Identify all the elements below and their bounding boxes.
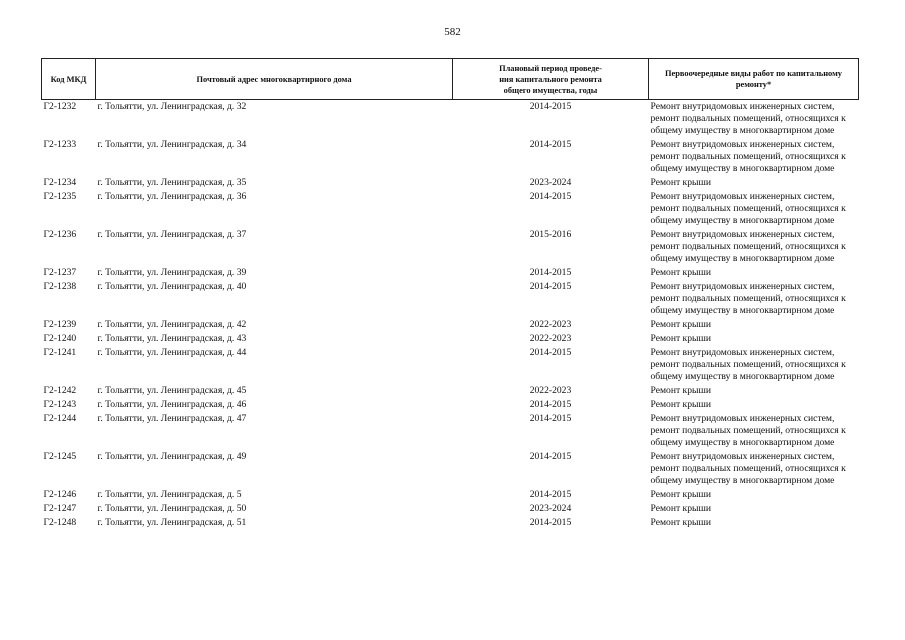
table-row bbox=[42, 384, 859, 398]
mkd-code: Г2-1238 bbox=[43, 281, 77, 292]
table-row bbox=[42, 346, 859, 384]
works-line: общему имуществу в многоквартирном доме bbox=[650, 163, 835, 174]
table-row bbox=[42, 502, 859, 516]
works-line: общему имуществу в многоквартирном доме bbox=[650, 437, 835, 448]
planned-period: 2022-2023 bbox=[529, 333, 572, 344]
table-row bbox=[42, 280, 859, 318]
mkd-code: Г2-1247 bbox=[43, 503, 77, 514]
works-line: Ремонт крыши bbox=[650, 333, 711, 344]
table-row bbox=[42, 100, 859, 139]
priority-works bbox=[649, 228, 859, 266]
header-works bbox=[649, 59, 859, 100]
works-line: Ремонт внутридомовых инженерных систем, bbox=[650, 451, 835, 462]
header-period-line: ния капитального ремонта bbox=[499, 74, 602, 84]
table-row bbox=[42, 228, 859, 266]
table-header bbox=[42, 59, 859, 100]
works-line: общему имуществу в многоквартирном доме bbox=[650, 253, 835, 264]
postal-address: г. Тольятти, ул. Ленинградская, д. 35 bbox=[97, 177, 247, 188]
header-period bbox=[453, 59, 649, 100]
works-line: Ремонт крыши bbox=[650, 503, 711, 514]
works-line: Ремонт крыши bbox=[650, 489, 711, 500]
postal-address: г. Тольятти, ул. Ленинградская, д. 50 bbox=[97, 503, 247, 514]
postal-address: г. Тольятти, ул. Ленинградская, д. 34 bbox=[97, 139, 247, 150]
mkd-code: Г2-1236 bbox=[43, 229, 77, 240]
works-line: ремонт подвальных помещений, относящихся к bbox=[650, 293, 846, 304]
postal-address: г. Тольятти, ул. Ленинградская, д. 37 bbox=[97, 229, 247, 240]
works-line: Ремонт внутридомовых инженерных систем, bbox=[650, 281, 835, 292]
priority-works bbox=[649, 266, 859, 280]
postal-address: г. Тольятти, ул. Ленинградская, д. 43 bbox=[97, 333, 247, 344]
priority-works bbox=[649, 280, 859, 318]
mkd-code: Г2-1239 bbox=[43, 319, 77, 330]
mkd-code: Г2-1248 bbox=[43, 517, 77, 528]
works-line: ремонт подвальных помещений, относящихся к bbox=[650, 203, 846, 214]
priority-works bbox=[649, 384, 859, 398]
planned-period: 2014-2015 bbox=[529, 451, 572, 462]
mkd-code: Г2-1234 bbox=[43, 177, 77, 188]
postal-address: г. Тольятти, ул. Ленинградская, д. 46 bbox=[97, 399, 247, 410]
works-line: общему имуществу в многоквартирном доме bbox=[650, 475, 835, 486]
planned-period: 2015-2016 bbox=[529, 229, 572, 240]
works-line: Ремонт крыши bbox=[650, 177, 711, 188]
mkd-code: Г2-1241 bbox=[43, 347, 77, 358]
postal-address: г. Тольятти, ул. Ленинградская, д. 40 bbox=[97, 281, 247, 292]
postal-address: г. Тольятти, ул. Ленинградская, д. 5 bbox=[97, 489, 242, 500]
works-line: Ремонт внутридомовых инженерных систем, bbox=[650, 191, 835, 202]
table-row bbox=[42, 516, 859, 530]
table-row bbox=[42, 138, 859, 176]
postal-address: г. Тольятти, ул. Ленинградская, д. 44 bbox=[97, 347, 247, 358]
priority-works bbox=[649, 332, 859, 346]
priority-works bbox=[649, 318, 859, 332]
postal-address: г. Тольятти, ул. Ленинградская, д. 39 bbox=[97, 267, 247, 278]
page-number: 582 bbox=[444, 26, 461, 38]
priority-works bbox=[649, 100, 859, 139]
planned-period: 2014-2015 bbox=[529, 413, 572, 424]
works-line: общему имуществу в многоквартирном доме bbox=[650, 125, 835, 136]
postal-address: г. Тольятти, ул. Ленинградская, д. 47 bbox=[97, 413, 247, 424]
table-row bbox=[42, 488, 859, 502]
works-line: ремонт подвальных помещений, относящихся к bbox=[650, 463, 846, 474]
mkd-code: Г2-1244 bbox=[43, 413, 77, 424]
planned-period: 2023-2024 bbox=[529, 177, 572, 188]
priority-works bbox=[649, 190, 859, 228]
mkd-code: Г2-1245 bbox=[43, 451, 77, 462]
works-line: Ремонт внутридомовых инженерных систем, bbox=[650, 347, 835, 358]
works-line: ремонт подвальных помещений, относящихся к bbox=[650, 425, 846, 436]
works-line: Ремонт внутридомовых инженерных систем, bbox=[650, 413, 835, 424]
mkd-code: Г2-1246 bbox=[43, 489, 77, 500]
mkd-code: Г2-1232 bbox=[43, 101, 77, 112]
priority-works bbox=[649, 412, 859, 450]
mkd-code: Г2-1233 bbox=[43, 139, 77, 150]
planned-period: 2014-2015 bbox=[529, 101, 572, 112]
works-line: Ремонт внутридомовых инженерных систем, bbox=[650, 139, 835, 150]
postal-address: г. Тольятти, ул. Ленинградская, д. 51 bbox=[97, 517, 247, 528]
works-line: Ремонт крыши bbox=[650, 517, 711, 528]
header-row bbox=[42, 59, 859, 100]
planned-period: 2014-2015 bbox=[529, 139, 572, 150]
table-row bbox=[42, 318, 859, 332]
planned-period: 2014-2015 bbox=[529, 399, 572, 410]
priority-works bbox=[649, 488, 859, 502]
priority-works bbox=[649, 138, 859, 176]
table-row bbox=[42, 176, 859, 190]
works-line: ремонт подвальных помещений, относящихся к bbox=[650, 359, 846, 370]
works-line: общему имуществу в многоквартирном доме bbox=[650, 305, 835, 316]
planned-period: 2014-2015 bbox=[529, 517, 572, 528]
works-line: ремонт подвальных помещений, относящихся к bbox=[650, 241, 846, 252]
table-row bbox=[42, 398, 859, 412]
mkd-code: Г2-1240 bbox=[43, 333, 77, 344]
table-row bbox=[42, 266, 859, 280]
mkd-code: Г2-1243 bbox=[43, 399, 77, 410]
priority-works bbox=[649, 450, 859, 488]
works-line: Ремонт внутридомовых инженерных систем, bbox=[650, 101, 835, 112]
header-period-line: Плановый период проведе- bbox=[499, 63, 602, 73]
works-line: ремонт подвальных помещений, относящихся к bbox=[650, 113, 846, 124]
table-row bbox=[42, 412, 859, 450]
table-row bbox=[42, 450, 859, 488]
works-line: Ремонт крыши bbox=[650, 319, 711, 330]
planned-period: 2014-2015 bbox=[529, 281, 572, 292]
works-line: ремонт подвальных помещений, относящихся к bbox=[650, 151, 846, 162]
works-line: Ремонт крыши bbox=[650, 267, 711, 278]
postal-address: г. Тольятти, ул. Ленинградская, д. 45 bbox=[97, 385, 247, 396]
planned-period: 2022-2023 bbox=[529, 319, 572, 330]
postal-address: г. Тольятти, ул. Ленинградская, д. 49 bbox=[97, 451, 247, 462]
postal-address: г. Тольятти, ул. Ленинградская, д. 32 bbox=[97, 101, 247, 112]
priority-works bbox=[649, 398, 859, 412]
works-line: Ремонт крыши bbox=[650, 399, 711, 410]
header-code: Код МКД bbox=[42, 59, 96, 100]
works-line: Ремонт крыши bbox=[650, 385, 711, 396]
planned-period: 2014-2015 bbox=[529, 347, 572, 358]
planned-period: 2014-2015 bbox=[529, 489, 572, 500]
priority-works bbox=[649, 346, 859, 384]
table-body bbox=[42, 100, 859, 531]
planned-period: 2023-2024 bbox=[529, 503, 572, 514]
planned-period: 2014-2015 bbox=[529, 267, 572, 278]
priority-works bbox=[649, 176, 859, 190]
mkd-code: Г2-1242 bbox=[43, 385, 77, 396]
postal-address: г. Тольятти, ул. Ленинградская, д. 42 bbox=[97, 319, 247, 330]
priority-works bbox=[649, 502, 859, 516]
capital-repair-table bbox=[41, 58, 859, 530]
planned-period: 2022-2023 bbox=[529, 385, 572, 396]
postal-address: г. Тольятти, ул. Ленинградская, д. 36 bbox=[97, 191, 247, 202]
planned-period: 2014-2015 bbox=[529, 191, 572, 202]
header-period-line: общего имущества, годы bbox=[503, 85, 598, 95]
works-line: общему имуществу в многоквартирном доме bbox=[650, 215, 835, 226]
mkd-code: Г2-1235 bbox=[43, 191, 77, 202]
mkd-code: Г2-1237 bbox=[43, 267, 77, 278]
table-row bbox=[42, 332, 859, 346]
header-address: Почтовый адрес многоквартирного дома bbox=[96, 59, 453, 100]
works-line: общему имуществу в многоквартирном доме bbox=[650, 371, 835, 382]
header-works-line: ремонту* bbox=[735, 80, 772, 89]
header-works-line: Первоочередные виды работ по капитальному bbox=[665, 69, 842, 78]
works-line: Ремонт внутридомовых инженерных систем, bbox=[650, 229, 835, 240]
table-row bbox=[42, 190, 859, 228]
priority-works bbox=[649, 516, 859, 530]
